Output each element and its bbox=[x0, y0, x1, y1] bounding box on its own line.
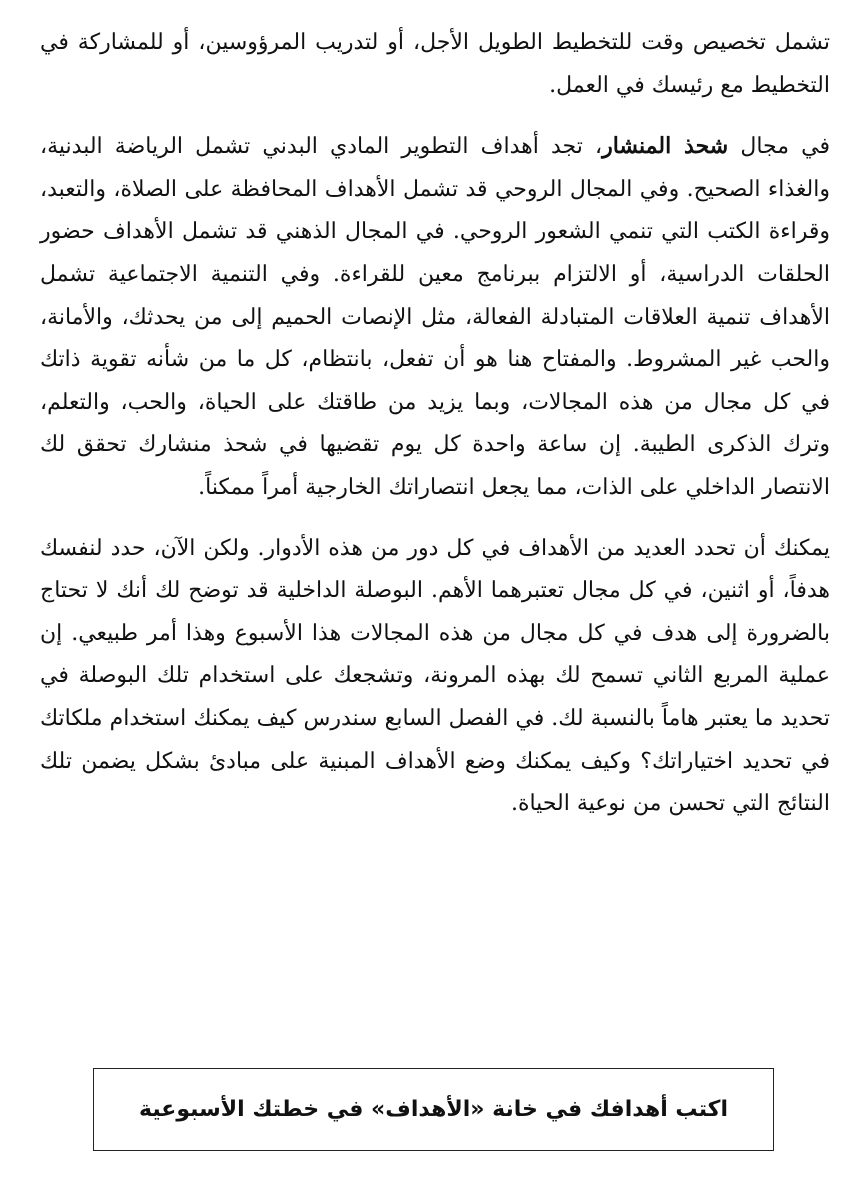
page-text bbox=[40, 22, 830, 826]
bold-term: شحذ المنشار bbox=[602, 133, 729, 160]
paragraph-2 bbox=[40, 125, 830, 509]
paragraph-2-lead: في مجال bbox=[728, 134, 830, 160]
paragraph-3: يمكنك أن تحدد العديد من الأهداف في كل دور من هذه الأدوار. ولكن الآن، حدد لنفسك هدفاً، أو اثنين، في كل مجال تعتبرهما الأهم. البوصلة الداخلية قد توضح لك أنك لا تحتاج بالضرورة إلى هدف في كل مجال من هذه المجالات هذا الأسبوع وهذا أمر طبيعي. إن عملية المربع الثاني تسمح لك بهذه المرونة، وتشجعك على استخدام تلك البوصلة في تحديد ما يعتبر هاماً بالنسبة لك. في الفصل السابع سندرس كيف يمكنك استخدام ملكاتك في تحديد اختياراتك؟ وكيف يمكنك وضع الأهداف المبنية على مبادئ بشكل يضمن تلك النتائج التي تحسن من نوعية الحياة. bbox=[40, 535, 830, 817]
paragraph-1: تشمل تخصيص وقت للتخطيط الطويل الأجل، أو لتدريب المرؤوسين، أو للمشاركة في التخطيط مع رئيسك في العمل. bbox=[40, 30, 830, 98]
callout-box bbox=[93, 1068, 774, 1151]
paragraph-2-body: ، تجد أهداف التطوير المادي البدني تشمل الرياضة البدنية، والغذاء الصحيح. وفي المجال الروحي قد تشمل الأهداف المحافظة على الصلاة، والتعبد، وقراءة الكتب التي تنمي الشعور الروحي. في المجال الذهني قد تشمل الأهداف حضور الحلقات الدراسية، أو الالتزام ببرنامج معين للقراءة. وفي التنمية الاجتماعية تشمل الأهداف تنمية العلاقات المتبادلة الفعالة، مثل الإنصات الحميم إلى من يحدثك، والأمانة، والحب غير المشروط. والمفتاح هنا هو أن تفعل، بانتظام، كل ما من شأنه تقوية ذاتك في كل مجال من هذه المجالات، وبما يزيد من طاقتك على الحياة، والحب، والتعلم، وترك الذكرى الطيبة. إن ساعة واحدة كل يوم تقضيها في شحذ منشارك تحقق لك الانتصار الداخلي على الذات، مما يجعل انتصاراتك الخارجية أمراً ممكناً. bbox=[40, 134, 830, 500]
callout-text: اكتب أهدافك في خانة «الأهداف» في خطتك الأسبوعية bbox=[138, 1097, 729, 1122]
